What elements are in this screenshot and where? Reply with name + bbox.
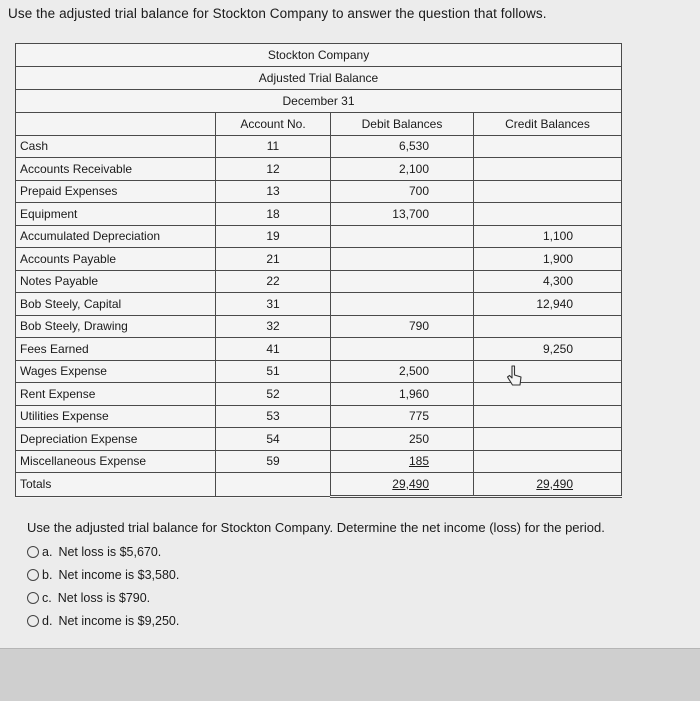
debit-cell: 775	[331, 405, 474, 428]
table-row	[16, 135, 622, 158]
col-header-account-no: Account No.	[216, 113, 331, 136]
credit-cell: 1,900	[474, 248, 622, 271]
table-row	[16, 428, 622, 451]
table-title: Adjusted Trial Balance	[16, 67, 622, 90]
header-blank-cell	[16, 113, 216, 136]
account-number-cell: 51	[216, 360, 331, 383]
table-row	[16, 293, 622, 316]
credit-cell	[474, 450, 622, 473]
account-number-cell: 59	[216, 450, 331, 473]
col-header-debit: Debit Balances	[331, 113, 474, 136]
account-name-cell: Accumulated Depreciation	[16, 225, 216, 248]
debit-cell: 6,530	[331, 135, 474, 158]
question-text: Use the adjusted trial balance for Stockton Company. Determine the net income (loss) for the period.	[27, 520, 605, 535]
credit-cell: 4,300	[474, 270, 622, 293]
debit-cell	[331, 270, 474, 293]
totals-blank-cell	[216, 473, 331, 497]
debit-cell: 700	[331, 180, 474, 203]
mouse-pointer-icon	[505, 364, 523, 388]
debit-cell	[331, 293, 474, 316]
account-name-cell: Equipment	[16, 203, 216, 226]
debit-cell: 185	[331, 450, 474, 473]
account-number-cell: 53	[216, 405, 331, 428]
table-date: December 31	[16, 90, 622, 113]
account-name-cell: Rent Expense	[16, 383, 216, 406]
account-name-cell: Utilities Expense	[16, 405, 216, 428]
option-a[interactable]	[27, 540, 179, 563]
company-name: Stockton Company	[16, 44, 622, 67]
account-name-cell: Wages Expense	[16, 360, 216, 383]
account-number-cell: 32	[216, 315, 331, 338]
option-d[interactable]	[27, 609, 179, 632]
instruction-text: Use the adjusted trial balance for Stockton Company to answer the question that follows.	[8, 6, 547, 21]
account-number-cell: 52	[216, 383, 331, 406]
total-debit-cell: 29,490	[331, 473, 474, 497]
table-row	[16, 203, 622, 226]
account-name-cell: Miscellaneous Expense	[16, 450, 216, 473]
credit-cell	[474, 315, 622, 338]
table-row	[16, 405, 622, 428]
credit-cell: 1,100	[474, 225, 622, 248]
debit-cell: 2,100	[331, 158, 474, 181]
table-row	[16, 248, 622, 271]
credit-cell	[474, 158, 622, 181]
option-b[interactable]	[27, 563, 179, 586]
credit-cell	[474, 203, 622, 226]
radio-button-c[interactable]	[27, 592, 39, 604]
totals-row	[16, 473, 622, 497]
debit-cell: 1,960	[331, 383, 474, 406]
table-row	[16, 450, 622, 473]
option-letter: d.	[42, 613, 53, 628]
credit-cell	[474, 428, 622, 451]
account-number-cell: 54	[216, 428, 331, 451]
trial-balance-table	[15, 43, 622, 498]
account-number-cell: 21	[216, 248, 331, 271]
option-label: Net income is $9,250.	[58, 613, 180, 628]
table-row	[16, 158, 622, 181]
debit-cell	[331, 248, 474, 271]
table-row	[16, 180, 622, 203]
radio-button-a[interactable]	[27, 546, 39, 558]
account-name-cell: Depreciation Expense	[16, 428, 216, 451]
account-name-cell: Accounts Receivable	[16, 158, 216, 181]
table-row	[16, 270, 622, 293]
debit-cell: 790	[331, 315, 474, 338]
account-name-cell: Notes Payable	[16, 270, 216, 293]
option-letter: b.	[42, 567, 53, 582]
credit-cell	[474, 180, 622, 203]
account-name-cell: Cash	[16, 135, 216, 158]
credit-cell	[474, 383, 622, 406]
credit-cell	[474, 135, 622, 158]
account-number-cell: 41	[216, 338, 331, 361]
debit-cell	[331, 225, 474, 248]
account-name-cell: Accounts Payable	[16, 248, 216, 271]
table-row	[16, 360, 622, 383]
account-name-cell: Fees Earned	[16, 338, 216, 361]
table-row	[16, 338, 622, 361]
account-number-cell: 12	[216, 158, 331, 181]
debit-cell: 13,700	[331, 203, 474, 226]
debit-cell	[331, 338, 474, 361]
credit-cell: 9,250	[474, 338, 622, 361]
account-name-cell: Bob Steely, Capital	[16, 293, 216, 316]
option-c[interactable]	[27, 586, 179, 609]
table-row	[16, 383, 622, 406]
option-letter: a.	[42, 544, 53, 559]
answer-options	[27, 540, 179, 632]
table-row	[16, 225, 622, 248]
account-number-cell: 18	[216, 203, 331, 226]
credit-cell: 12,940	[474, 293, 622, 316]
col-header-credit: Credit Balances	[474, 113, 622, 136]
account-name-cell: Prepaid Expenses	[16, 180, 216, 203]
account-number-cell: 19	[216, 225, 331, 248]
radio-button-d[interactable]	[27, 615, 39, 627]
debit-cell: 250	[331, 428, 474, 451]
total-credit-cell: 29,490	[474, 473, 622, 497]
account-number-cell: 31	[216, 293, 331, 316]
account-name-cell: Bob Steely, Drawing	[16, 315, 216, 338]
credit-cell	[474, 360, 622, 383]
account-number-cell: 22	[216, 270, 331, 293]
option-label: Net loss is $5,670.	[58, 544, 162, 559]
option-label: Net loss is $790.	[57, 590, 151, 605]
radio-button-b[interactable]	[27, 569, 39, 581]
debit-cell: 2,500	[331, 360, 474, 383]
option-label: Net income is $3,580.	[58, 567, 180, 582]
table-row	[16, 315, 622, 338]
totals-label-cell: Totals	[16, 473, 216, 497]
bottom-panel	[0, 648, 700, 701]
account-number-cell: 11	[216, 135, 331, 158]
option-letter: c.	[42, 590, 52, 605]
credit-cell	[474, 405, 622, 428]
account-number-cell: 13	[216, 180, 331, 203]
